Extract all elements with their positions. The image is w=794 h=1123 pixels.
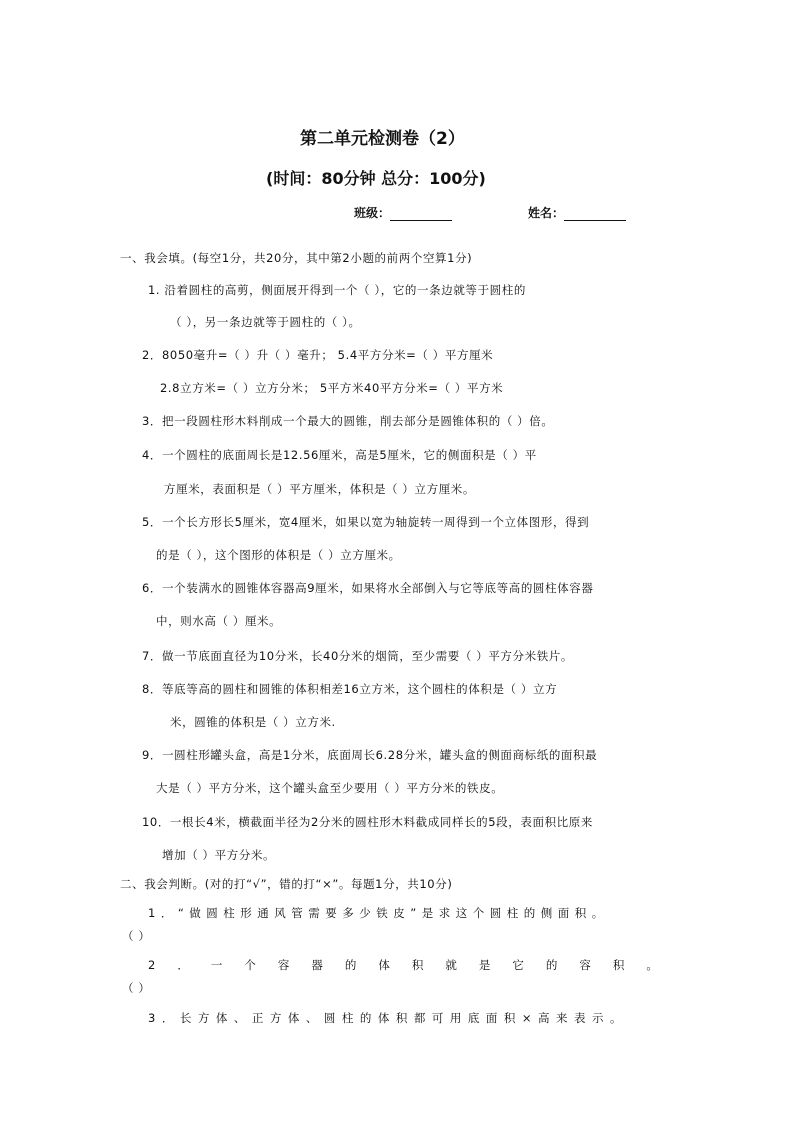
question-line: 1. 沿着圆柱的高剪，侧面展开得到一个（ ），它的一条边就等于圆柱的 xyxy=(148,283,526,297)
question-line: 大是（ ）平方分米，这个罐头盒至少要用（ ）平方分米的铁皮。 xyxy=(156,781,504,795)
judge-blank[interactable]: （ ） xyxy=(122,981,151,995)
section1-heading: 一、我会填。(每空1分，共20分，其中第2小题的前两个空算1分) xyxy=(120,251,473,265)
question-line: 8．等底等高的圆柱和圆锥的体积相差16立方米，这个圆柱的体积是（ ）立方 xyxy=(142,682,558,696)
class-field xyxy=(354,204,452,221)
name-field xyxy=(528,204,626,221)
question-line: 方厘米，表面积是（ ）平方厘米，体积是（ ）立方厘米。 xyxy=(164,482,476,496)
name-blank[interactable] xyxy=(564,208,626,221)
section2-heading: 二、我会判断。(对的打“√”，错的打“×”。每题1分，共10分) xyxy=(120,877,453,891)
question-line: 3．把一段圆柱形木料削成一个最大的圆锥，削去部分是圆锥体积的（ ）倍。 xyxy=(142,414,554,428)
question-line: 4．一个圆柱的底面周长是12.56厘米，高是5厘米，它的侧面积是（ ）平 xyxy=(142,448,537,462)
question-line: 的是（ ），这个图形的体积是（ ）立方厘米。 xyxy=(156,548,401,562)
judge-line: 2．一个容器的体积就是它的容积。 xyxy=(148,958,680,972)
judge-line: 1．“做圆柱形通风管需要多少铁皮”是求这个圆柱的侧面积。 xyxy=(148,906,609,920)
question-line: 9．一圆柱形罐头盒，高是1分米，底面周长6.28分米，罐头盒的侧面商标纸的面积最 xyxy=(142,748,598,762)
question-line: 中，则水高（ ）厘米。 xyxy=(156,614,282,628)
question-line: 10．一根长4米，横截面半径为2分米的圆柱形木料截成同样长的5段，表面积比原来 xyxy=(142,815,593,829)
name-label: 姓名： xyxy=(528,206,565,220)
page-title: 第二单元检测卷（2） xyxy=(300,129,465,149)
question-line: 增加（ ）平方分米。 xyxy=(162,848,276,862)
question-line: 2．8050毫升=（ ）升（ ）毫升； 5.4平方分米=（ ）平方厘米 xyxy=(142,348,494,362)
page-subtitle: (时间：80分钟 总分：100分) xyxy=(266,169,486,188)
question-line: 6．一个装满水的圆锥体容器高9厘米，如果将水全部倒入与它等底等高的圆柱体容器 xyxy=(142,581,594,595)
question-line: 2.8立方米=（ ）立方分米； 5平方米40平方分米=（ ）平方米 xyxy=(160,381,504,395)
question-line: 7．做一节底面直径为10分米，长40分米的烟筒，至少需要（ ）平方分米铁片。 xyxy=(142,649,574,663)
question-line: 米，圆锥的体积是（ ）立方米. xyxy=(170,715,336,729)
question-line: （ ），另一条边就等于圆柱的（ ）。 xyxy=(170,315,361,329)
class-label: 班级： xyxy=(354,206,391,220)
question-line: 5．一个长方形长5厘米，宽4厘米，如果以宽为轴旋转一周得到一个立体图形，得到 xyxy=(142,515,590,529)
judge-blank[interactable]: （ ） xyxy=(122,929,151,943)
judge-line: 3．长方体、正方体、圆柱的体积都可用底面积×高来表示。 xyxy=(148,1011,628,1025)
class-blank[interactable] xyxy=(390,208,452,221)
